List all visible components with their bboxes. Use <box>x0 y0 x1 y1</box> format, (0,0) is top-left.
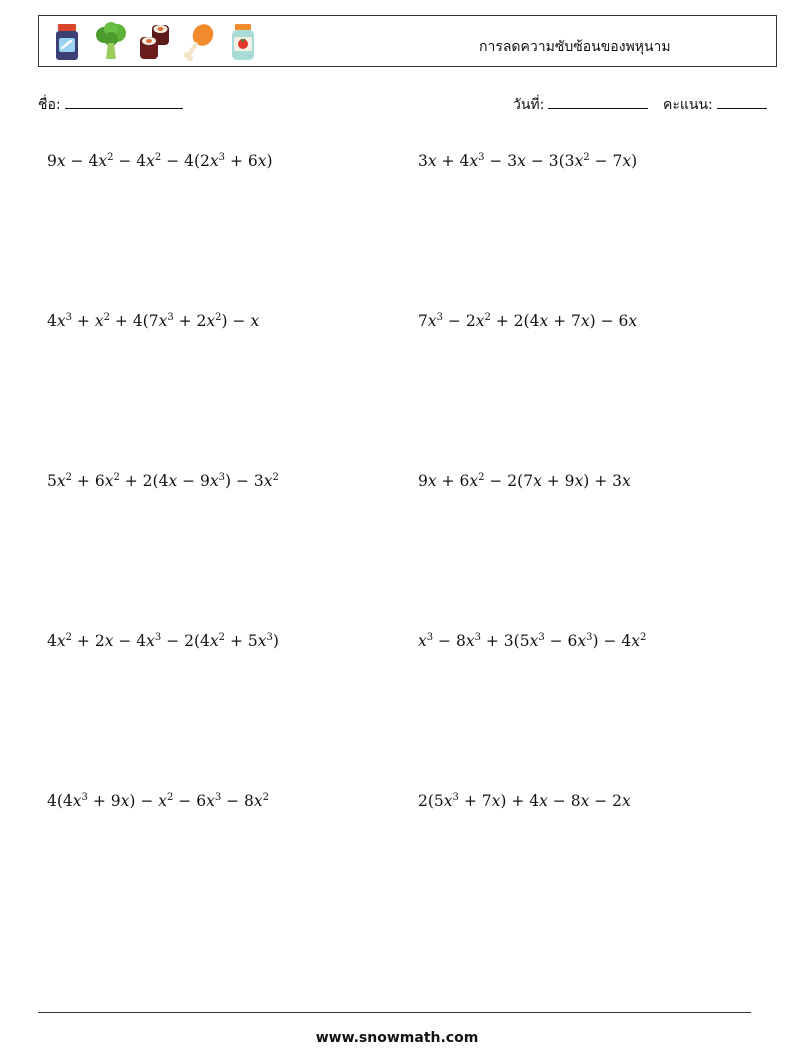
sushi-rolls-icon <box>137 21 173 63</box>
name-label: ชื่อ: <box>38 97 61 113</box>
problem-6: $9x + 6x^2 - 2(7x + 9x) + 3x$ <box>418 471 631 490</box>
broccoli-icon <box>93 21 129 63</box>
score-field <box>663 94 767 116</box>
date-blank[interactable] <box>548 96 648 109</box>
worksheet-title: การลดความซับซ้อนของพหุนาม <box>479 39 671 55</box>
date-label: วันที่: <box>513 97 545 113</box>
score-blank[interactable] <box>717 96 767 109</box>
problem-5: $5x^2 + 6x^2 + 2(4x - 9x^3) - 3x^2$ <box>47 471 279 490</box>
problem-1: $9x - 4x^2 - 4x^2 - 4(2x^3 + 6x)$ <box>47 151 273 170</box>
problem-4: $7x^3 - 2x^2 + 2(4x + 7x) - 6x$ <box>418 311 638 330</box>
name-blank[interactable] <box>65 96 183 109</box>
footer-divider <box>38 1012 751 1013</box>
problem-2: $3x + 4x^3 - 3x - 3(3x^2 - 7x)$ <box>418 151 638 170</box>
problem-3: $4x^3 + x^2 + 4(7x^3 + 2x^2) - x$ <box>47 311 260 330</box>
problem-7: $4x^2 + 2x - 4x^3 - 2(4x^2 + 5x^3)$ <box>47 631 279 650</box>
score-label: คะแนน: <box>663 97 713 113</box>
medicine-jar-icon <box>49 21 85 63</box>
date-field <box>513 94 648 116</box>
header-box <box>38 15 777 67</box>
problem-8: $x^3 - 8x^3 + 3(5x^3 - 6x^3) - 4x^2$ <box>418 631 647 650</box>
problem-9: $4(4x^3 + 9x) - x^2 - 6x^3 - 8x^2$ <box>47 791 270 810</box>
header-icons <box>49 20 261 64</box>
name-field <box>38 94 183 116</box>
chicken-leg-icon <box>181 21 217 63</box>
tomato-jar-icon <box>225 21 261 63</box>
footer-website: www.snowmath.com <box>315 1030 479 1046</box>
problem-10: $2(5x^3 + 7x) + 4x - 8x - 2x$ <box>418 791 631 810</box>
